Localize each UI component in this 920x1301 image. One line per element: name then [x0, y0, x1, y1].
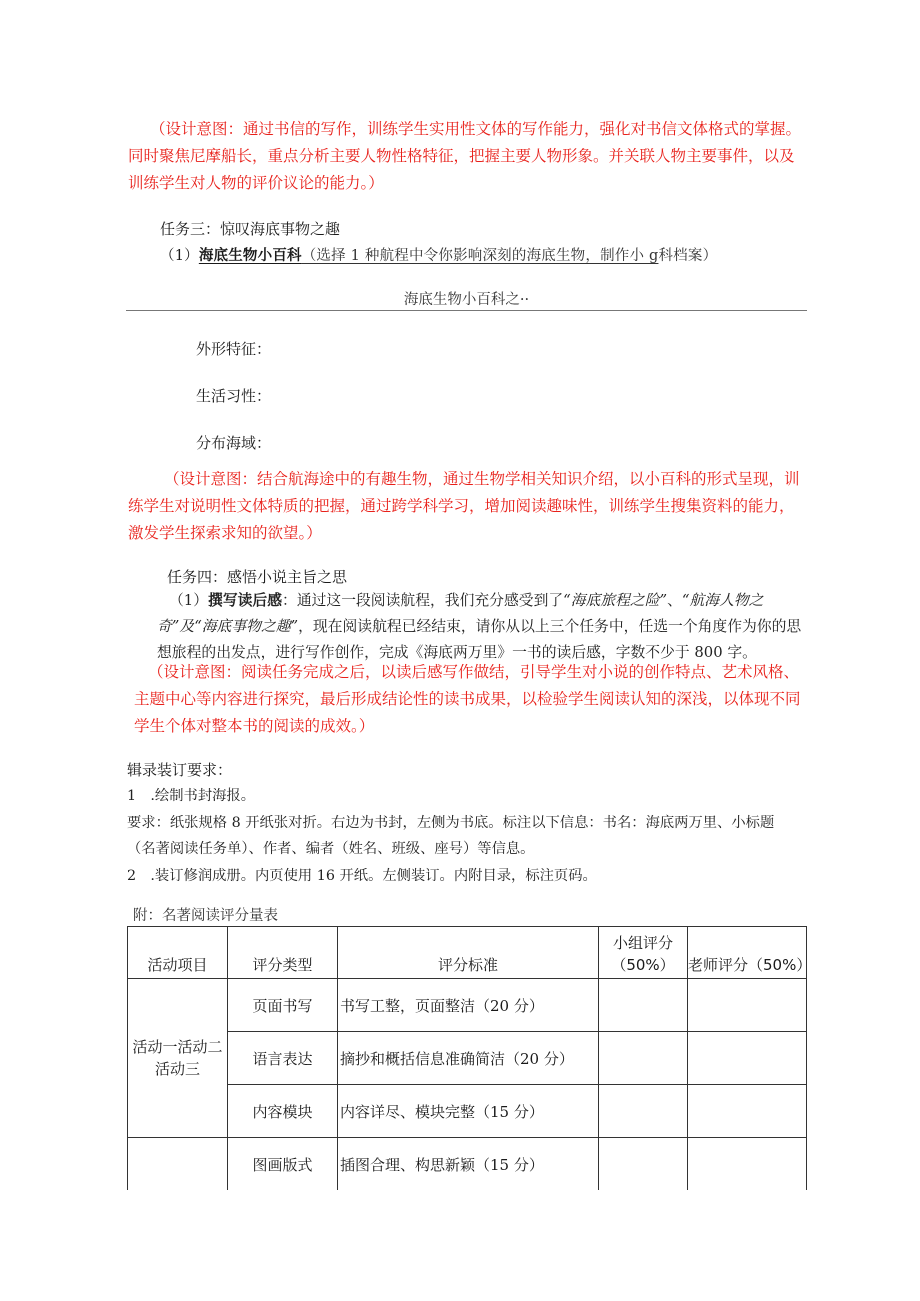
- header-standard: 评分标准: [338, 927, 599, 979]
- table-row: [128, 979, 807, 1032]
- standard-cell: 插图合理、构思新颖（15 分）: [338, 1138, 599, 1191]
- card-rule-divider: [126, 310, 807, 311]
- binding-line-3: 2 .装订修润成册。内页使用 16 开纸。左侧装订。内附目录，标注页码。: [127, 867, 597, 884]
- type-cell: 语言表达: [228, 1032, 338, 1085]
- teacher-score-cell[interactable]: [688, 979, 807, 1032]
- task3-item1-bold: 海底生物小百科: [198, 248, 302, 264]
- scoring-table: [127, 926, 812, 1190]
- task4-item1-bold: 撰写读后感: [208, 592, 283, 609]
- task3-title: 任务三：惊叹海底事物之趣: [160, 220, 341, 238]
- type-cell: 页面书写: [228, 979, 338, 1032]
- teacher-score-cell[interactable]: [688, 1032, 807, 1085]
- table-row: [128, 1032, 807, 1085]
- group-score-cell[interactable]: [599, 1138, 688, 1191]
- header-type: 评分类型: [228, 927, 338, 979]
- task4-item1-text-b: ，现在阅读航程已经结束，请你从以上三个任务中，任选一个角度作为你的思想旅程的出发点，进行写作创作，完成《海底两万里》一书的读后感，字数不少于 800 字。: [157, 618, 802, 661]
- group-score-cell[interactable]: [599, 1032, 688, 1085]
- type-cell: 内容模块: [228, 1085, 338, 1138]
- design-intent-1: （设计意图：通过书信的写作，训练学生实用性文体的写作能力，强化对书信文体格式的掌握。同时聚焦尼摩船长，重点分析主要人物性格特征，把握主要人物形象。并关联人物主要事件，以及训练学生对人物的评价议论的能力。）: [128, 120, 802, 192]
- standard-cell: 摘抄和概括信息准确简洁（20 分）: [338, 1032, 599, 1085]
- card-title: 海底生物小百科之··: [403, 292, 530, 308]
- field-distribution: 分布海域：: [196, 434, 272, 452]
- binding-line-1: 1 .绘制书封海报。: [127, 788, 256, 804]
- binding-line-2: 要求：纸张规格 8 开纸张对折。右边为书封，左侧为书底。标注以下信息：书名：海底两万里、小标题（名著阅读任务单）、作者、编者（姓名、班级、座号）等信息。: [127, 814, 775, 857]
- design-intent-3: （设计意图：阅读任务完成之后，以读后感写作做结，引导学生对小说的创作特点、艺术风格、主题中心等内容进行探究，最后形成结论性的读书成果，以检验学生阅读认知的深浅，以体现不同学生个体对整本书的阅读的成效。）: [134, 663, 801, 735]
- task3-item1-prefix: （1）: [160, 248, 199, 264]
- teacher-score-cell[interactable]: [688, 1138, 807, 1191]
- task4-item1: [127, 588, 809, 666]
- task3-item1: [160, 243, 717, 269]
- standard-cell: 内容详尽、模块完整（15 分）: [338, 1085, 599, 1138]
- table-row: [128, 1085, 807, 1138]
- activity-group-cell-empty: [128, 1138, 228, 1191]
- field-habits: 生活习性：: [196, 387, 272, 405]
- quote-things: “海底事物之趣”: [194, 618, 299, 635]
- sep: 、: [667, 592, 682, 609]
- binding-title: 辑录装订要求：: [127, 761, 233, 779]
- group-score-cell[interactable]: [599, 979, 688, 1032]
- table-header-row: [128, 927, 807, 979]
- standard-cell: 书写工整，页面整洁（20 分）: [338, 979, 599, 1032]
- field-appearance: 外形特征：: [196, 340, 272, 358]
- design-intent-2: （设计意图：结合航海途中的有趣生物，通过生物学相关知识介绍，以小百科的形式呈现，训练学生对说明性文体特质的把握，通过跨学科学习，增加阅读趣味性，训练学生搜集资料的能力，激发学生探索求知的欲望。）: [128, 470, 800, 542]
- quote-danger: “海底旅程之险”: [563, 592, 668, 609]
- group-score-cell[interactable]: [599, 1085, 688, 1138]
- task3-item1-underlined: （选择 1 种航程中令你影响深刻的海底生物，制作小 g: [301, 248, 659, 264]
- header-teacher-score: 老师评分（50%）: [688, 927, 807, 979]
- conj: 及: [179, 618, 195, 635]
- binding-body: [127, 783, 795, 889]
- appendix-title: 附：名著阅读评分量表: [133, 908, 278, 924]
- task4-title: 任务四：感悟小说主旨之思: [167, 568, 348, 586]
- type-cell: 图画版式: [228, 1138, 338, 1191]
- teacher-score-cell[interactable]: [688, 1085, 807, 1138]
- activity-group-cell: 活动一活动二活动三: [128, 979, 228, 1138]
- header-group-score: 小组评分（50%）: [599, 927, 688, 979]
- table-row: [128, 1138, 807, 1191]
- task3-item1-rest: 科档案）: [658, 248, 718, 264]
- header-activity: 活动项目: [128, 927, 228, 979]
- task4-item1-text-a: ：通过这一段阅读航程，我们充分感受到了: [282, 592, 564, 609]
- quote-characters: “航海人物之奇”: [157, 592, 764, 635]
- task4-item1-prefix: （1）: [169, 592, 209, 609]
